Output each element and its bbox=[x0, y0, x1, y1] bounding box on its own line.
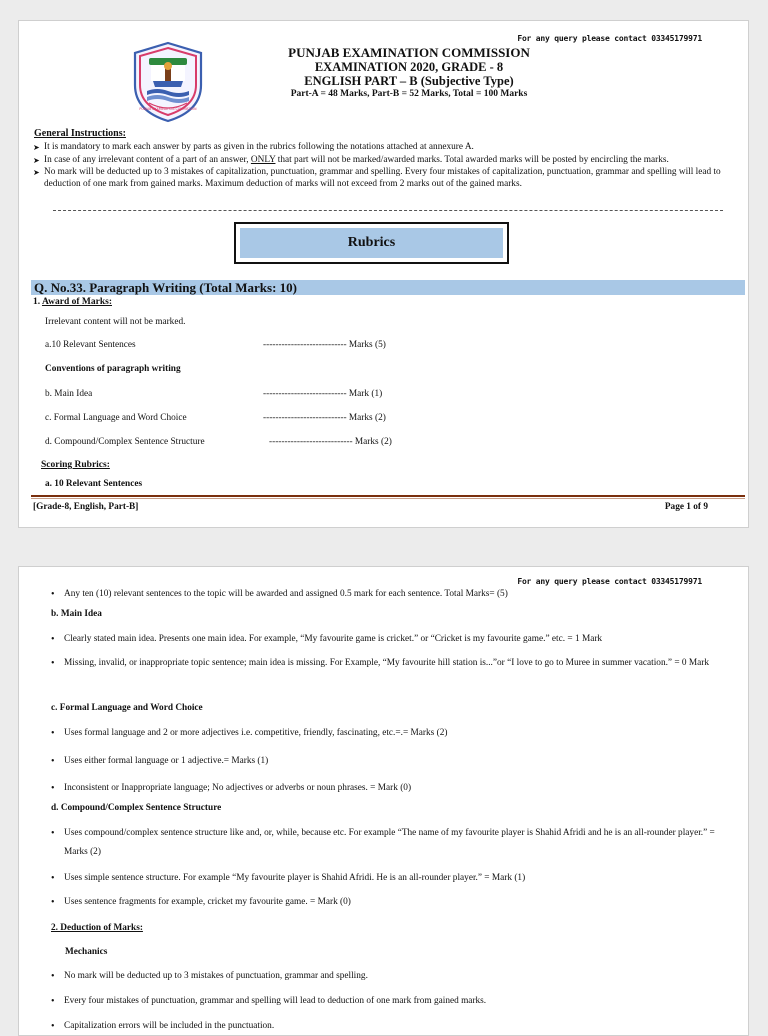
criterion-sentence-structure-marks: --------------------------- Marks (2) bbox=[269, 437, 392, 447]
award-of-marks-title: 1. Award of Marks: bbox=[33, 297, 112, 307]
arrow-bullet-icon: ➤ bbox=[33, 168, 40, 177]
criterion-main-idea-marks: --------------------------- Mark (1) bbox=[263, 389, 383, 399]
instruction-item: ➤ In case of any irrelevant content of a part of an answer, ONLY that part will not be marked/awarded marks. Total awarded marks will be posted by encircling the marks. bbox=[33, 154, 669, 165]
list-item: • Every four mistakes of punctuation, grammar and spelling will lead to deduction of one mark from gained marks. bbox=[51, 992, 731, 1011]
criterion-formal-language: c. Formal Language and Word Choice bbox=[45, 413, 187, 423]
document-page-1 bbox=[18, 20, 749, 528]
punjab-examination-commission-logo bbox=[131, 41, 205, 123]
conventions-heading: Conventions of paragraph writing bbox=[45, 364, 181, 374]
list-item: • Uses formal language and 2 or more adjectives i.e. competitive, friendly, fascinating, etc.=.= Marks (2) bbox=[51, 724, 731, 743]
sentence-structure-heading: d. Compound/Complex Sentence Structure bbox=[51, 803, 222, 813]
contact-line: For any query please contact 03345179971 bbox=[517, 577, 702, 586]
arrow-bullet-icon: ➤ bbox=[33, 143, 40, 152]
list-item: • Missing, invalid, or inappropriate topic sentence; main idea is missing. For Example, “My favourite hill station is...”or “I love to go to Muree in summer vacation.” = 0 Mark bbox=[51, 654, 731, 673]
criterion-main-idea: b. Main Idea bbox=[45, 389, 93, 399]
scoring-rubrics-title: Scoring Rubrics: bbox=[41, 460, 110, 470]
list-item: • Any ten (10) relevant sentences to the topic will be awarded and assigned 0.5 mark for each sentence. Total Marks= (5) bbox=[51, 585, 731, 604]
criterion-formal-language-marks: --------------------------- Marks (2) bbox=[263, 413, 386, 423]
marks-summary: Part-A = 48 Marks, Part-B = 52 Marks, Total = 100 Marks bbox=[290, 89, 528, 99]
criterion-relevant-sentences-marks: --------------------------- Marks (5) bbox=[263, 340, 386, 350]
dashed-divider bbox=[53, 210, 723, 211]
list-item: • No mark will be deducted up to 3 mistakes of punctuation, grammar and spelling. bbox=[51, 967, 731, 986]
irrelevant-note: Irrelevant content will not be marked. bbox=[45, 317, 186, 327]
deduction-heading: 2. Deduction of Marks: bbox=[51, 923, 143, 933]
instruction-item: ➤ It is mandatory to mark each answer by parts as given in the rubrics following the notations attached at annexure A. bbox=[33, 142, 474, 152]
rubrics-title: Rubrics bbox=[240, 228, 503, 258]
list-item: • Capitalization errors will be included in the punctuation. bbox=[51, 1017, 731, 1036]
contact-line: For any query please contact 03345179971 bbox=[517, 34, 702, 43]
footer-rule bbox=[31, 495, 745, 497]
main-idea-heading: b. Main Idea bbox=[51, 609, 102, 619]
footer-course: [Grade-8, English, Part-B] bbox=[33, 502, 139, 512]
mechanics-heading: Mechanics bbox=[65, 947, 108, 957]
list-item: • Inconsistent or Inappropriate language; No adjectives or adverbs or noun phrases. = Mark (0) bbox=[51, 779, 731, 798]
question-title: Q. No.33. Paragraph Writing (Total Marks: 10) bbox=[31, 280, 745, 295]
criterion-sentence-structure: d. Compound/Complex Sentence Structure bbox=[45, 437, 205, 447]
list-item: • Uses either formal language or 1 adjective.= Marks (1) bbox=[51, 752, 731, 771]
formal-language-heading: c. Formal Language and Word Choice bbox=[51, 703, 203, 713]
instruction-item: ➤ No mark will be deducted up to 3 mistakes of capitalization, punctuation, grammar and spelling. Every four mistakes of capitalization, punctuation, grammar and spelling will lead to deduction of one mark from gained marks. Maximum deduction of marks will not exceed from 2 marks out of the gained marks. bbox=[33, 167, 721, 189]
list-item: • Uses simple sentence structure. For example “My favourite player is Shahid Afridi. He is an all-rounder player.” = Mark (1) bbox=[51, 869, 731, 888]
rubrics-box bbox=[234, 222, 509, 264]
exam-title: EXAMINATION 2020, GRADE - 8 bbox=[314, 60, 504, 74]
page-number: Page 1 of 9 bbox=[664, 502, 708, 512]
document-header bbox=[219, 45, 599, 100]
list-item: • Uses sentence fragments for example, cricket my favourite game. = Mark (0) bbox=[51, 893, 731, 912]
commission-title: PUNJAB EXAMINATION COMMISSION bbox=[288, 45, 530, 60]
svg-text:PUNJAB EXAMINATION COMMISSION: PUNJAB EXAMINATION COMMISSION bbox=[139, 107, 197, 111]
list-item: • Uses compound/complex sentence structure like and, or, while, because etc. For example “The name of my favourite player is Shahid Afridi and he is an all-rounder player.” = Marks (2) bbox=[51, 824, 731, 862]
relevant-sentences-heading: a. 10 Relevant Sentences bbox=[45, 479, 143, 489]
general-instructions-title: General Instructions: bbox=[34, 128, 126, 139]
footer-rule-thin bbox=[31, 498, 745, 499]
document-page-2 bbox=[18, 566, 749, 1036]
subject-title: ENGLISH PART – B (Subjective Type) bbox=[304, 74, 514, 88]
list-item: • Clearly stated main idea. Presents one main idea. For example, “My favourite game is cricket.” or “Cricket is my favourite game.” etc. = 1 Mark bbox=[51, 630, 731, 649]
criterion-relevant-sentences: a.10 Relevant Sentences bbox=[45, 340, 136, 350]
arrow-bullet-icon: ➤ bbox=[33, 155, 40, 165]
instructions-list bbox=[33, 142, 739, 191]
